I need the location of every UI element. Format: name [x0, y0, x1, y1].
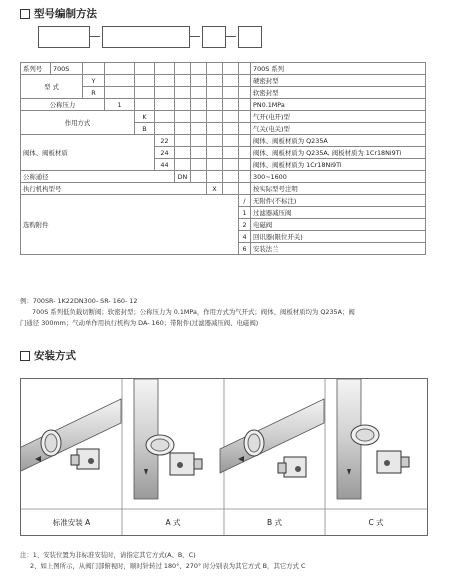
caption-c-style: C 式: [368, 518, 384, 527]
actuator-desc: 按实际型号注明: [251, 183, 426, 195]
accessory-code: 2: [239, 219, 251, 231]
section-title-text: 安装方式: [34, 350, 76, 362]
example-desc-line: 门通径 300mm；气动单作用执行机构为 DA- 160；带附件(过滤器减压阀、电磁阀): [20, 319, 259, 327]
diameter-label: 公称通径: [21, 171, 175, 183]
series-code: 700S: [51, 63, 83, 75]
table-row: [21, 75, 426, 87]
example-desc-line: 700S 系列低负载切断阀；软密封型；公称压力为 0.1MPa，作用方式为气开式；阀体、阀板材质均为 Q235A；阀: [32, 308, 355, 316]
model-spec-table: [20, 62, 426, 255]
seal-code: R: [83, 87, 105, 99]
section-title-model: [20, 6, 97, 21]
table-row: [21, 183, 426, 195]
install-illustrations: [21, 379, 427, 535]
accessory-code: 6: [239, 243, 251, 255]
material-desc: 阀体、阀板材质为 Q235A: [251, 135, 426, 147]
accessory-desc: 无附件(不标注): [251, 195, 426, 207]
accessory-code: 1: [239, 207, 251, 219]
accessory-code: /: [239, 195, 251, 207]
note-line: 注：1、安装位置为非标准安装时，请指定其它方式(A、B、C): [20, 551, 196, 559]
material-desc: 阀体、阀板材质为 Q235A, 阀板材质为 1Cr18Ni9Ti: [251, 147, 426, 159]
install-c-style-illustration: [337, 379, 409, 499]
caption-b-style: B 式: [266, 518, 283, 527]
accessory-desc: 电磁阀: [251, 219, 426, 231]
action-label: 作用方式: [21, 111, 135, 135]
material-code: 44: [155, 159, 175, 171]
material-code: 24: [155, 147, 175, 159]
section-title-install: [20, 348, 76, 363]
caption-standard-a: 标准安装 A: [52, 518, 91, 527]
accessory-desc: 回讯器(限位开关): [251, 231, 426, 243]
install-standard-a-illustration: [21, 399, 121, 473]
action-desc: 气开(电开)型: [251, 111, 426, 123]
action-code: B: [135, 123, 155, 135]
code-dash: [226, 36, 236, 37]
seal-desc: 硬密封型: [251, 75, 426, 87]
pressure-label: 公称压力: [21, 99, 105, 111]
code-box-1: [38, 26, 90, 48]
pressure-code: 1: [105, 99, 135, 111]
accessory-desc: 过滤器减压阀: [251, 207, 426, 219]
code-dash: [90, 36, 100, 37]
table-row: [21, 63, 426, 75]
caption-a-style: A 式: [165, 518, 181, 527]
accessories-label: 选购附件: [21, 195, 239, 255]
series-desc: 700S 系列: [251, 63, 426, 75]
section-title-text: 型号编制方法: [34, 8, 97, 20]
table-row: [21, 99, 426, 111]
accessory-desc: 安装法兰: [251, 243, 426, 255]
note-line: 2、如上图所示，从阀门部俯视时，顺时针转过 180°、270° 时分别表为其它方式 B，其它方式 C: [30, 562, 306, 570]
material-desc: 阀体、阀板材质为 1Cr18Ni9Ti: [251, 159, 426, 171]
actuator-code: X: [207, 183, 223, 195]
checkbox-square-icon: [20, 351, 30, 361]
seal-code: Y: [83, 75, 105, 87]
actuator-label: 执行机构型号: [21, 183, 207, 195]
model-code-diagram: [38, 26, 268, 50]
code-box-2: [102, 26, 190, 48]
install-b-style-illustration: [220, 399, 324, 477]
action-desc: 气关(电关)型: [251, 123, 426, 135]
checkbox-square-icon: [20, 9, 30, 19]
diameter-code: DN: [175, 171, 191, 183]
install-a-style-illustration: [134, 379, 202, 499]
example-text: [20, 296, 440, 329]
seal-desc: 软密封型: [251, 87, 426, 99]
diameter-desc: 300~1600: [251, 171, 426, 183]
code-box-4: [238, 26, 262, 48]
action-code: K: [135, 111, 155, 123]
install-diagram-panel: [20, 378, 428, 536]
table-row: [21, 135, 426, 147]
accessory-code: 4: [239, 231, 251, 243]
seal-label: 型 式: [21, 75, 83, 99]
material-label: 阀体、阀板材质: [21, 135, 155, 171]
table-row: [21, 195, 426, 207]
pressure-desc: PN0.1MPa: [251, 99, 426, 111]
material-code: 22: [155, 135, 175, 147]
series-label: 系列号: [21, 63, 51, 75]
code-dash: [190, 36, 200, 37]
table-row: [21, 111, 426, 123]
example-code: 例：700SR- 1K22DN300- SR- 160- 12: [20, 297, 138, 305]
code-box-3: [202, 26, 226, 48]
install-notes: [20, 550, 440, 572]
table-row: [21, 171, 426, 183]
